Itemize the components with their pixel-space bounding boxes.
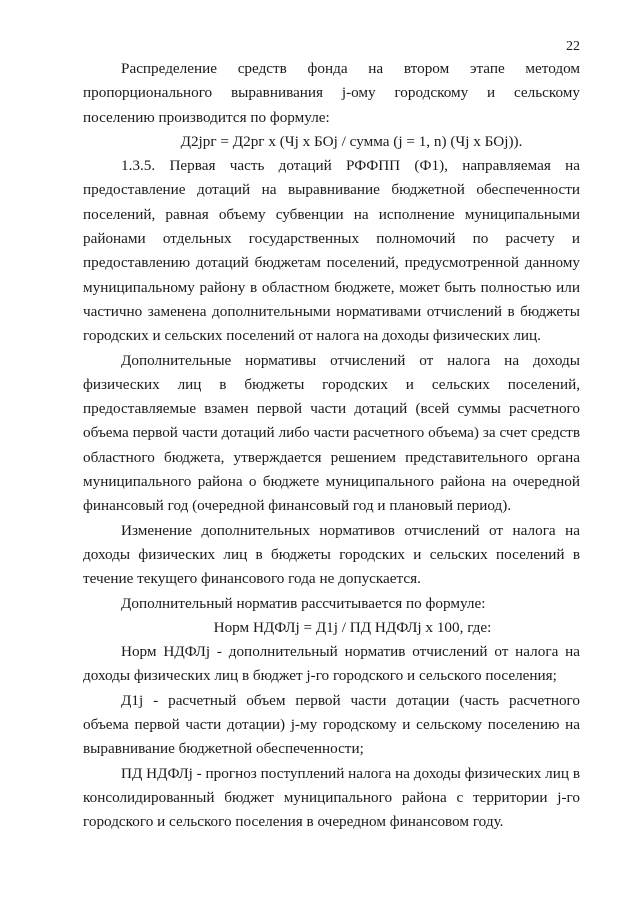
- paragraph-distribution-intro: Распределение средств фонда на втором этапе методом пропорционального выравнивания j-ому городскому и сельскому поселению производится по формуле:: [83, 60, 580, 126]
- definition-d1j: Д1j - расчетный объем первой части дотации (часть расчетного объема первой части дотации) j-му городскому и сельскому поселению на выравнивание бюджетной обеспеченности;: [83, 691, 580, 758]
- definition-pd-ndfl: ПД НДФЛj - прогноз поступлений налога на доходы физических лиц в консолидированный бюджет муниципального района с территории j-го городского и сельского поселения в очередном финансовом году.: [83, 764, 580, 831]
- formula-d2jrg: Д2jрг = Д2рг x (Чj x БОj / сумма (j = 1, n) (Чj x БОj)).: [180, 132, 523, 150]
- definition-norm-ndfl: Норм НДФЛj - дополнительный норматив отчислений от налога на доходы физических лиц в бюджет j-го городского и сельского поселения;: [83, 643, 580, 685]
- paragraph-norm-formula-intro: Дополнительный норматив рассчитывается по формуле:: [121, 594, 486, 612]
- document-body: [83, 57, 580, 835]
- paragraph-additional-norms: Дополнительные нормативы отчислений от налога на доходы физических лиц в бюджеты городских и сельских поселений, предоставляемые взамен первой части дотаций (всей суммы расчетного объема первой части дотаций либо части расчетного объема) за счет средств областного бюджета, утверждается решением представительного органа муниципального района о бюджете муниципального района на очередной финансовый год (очередной финансовый год и плановый период).: [83, 351, 580, 515]
- page-number: 22: [566, 39, 580, 54]
- paragraph-section-1-3-5: 1.3.5. Первая часть дотаций РФФПП (Ф1), направляемая на предоставление дотаций на выравнивание бюджетной обеспеченности поселений, равная объему субвенции на исполнение муниципальными районами отдельных государственных полномочий по расчету и предоставлению дотаций бюджетам поселений, предусмотренной данному муниципальному району в областном бюджете, может быть полностью или частично заменена дополнительными нормативами отчислений в бюджеты городских и сельских поселений от налога на доходы физических лиц.: [83, 157, 580, 345]
- paragraph-norms-change: Изменение дополнительных нормативов отчислений от налога на доходы физических лиц в бюджеты городских и сельских поселений в течение текущего финансового года не допускается.: [83, 521, 580, 588]
- formula-norm-ndfl: Норм НДФЛj = Д1j / ПД НДФЛj x 100, где:: [213, 618, 492, 636]
